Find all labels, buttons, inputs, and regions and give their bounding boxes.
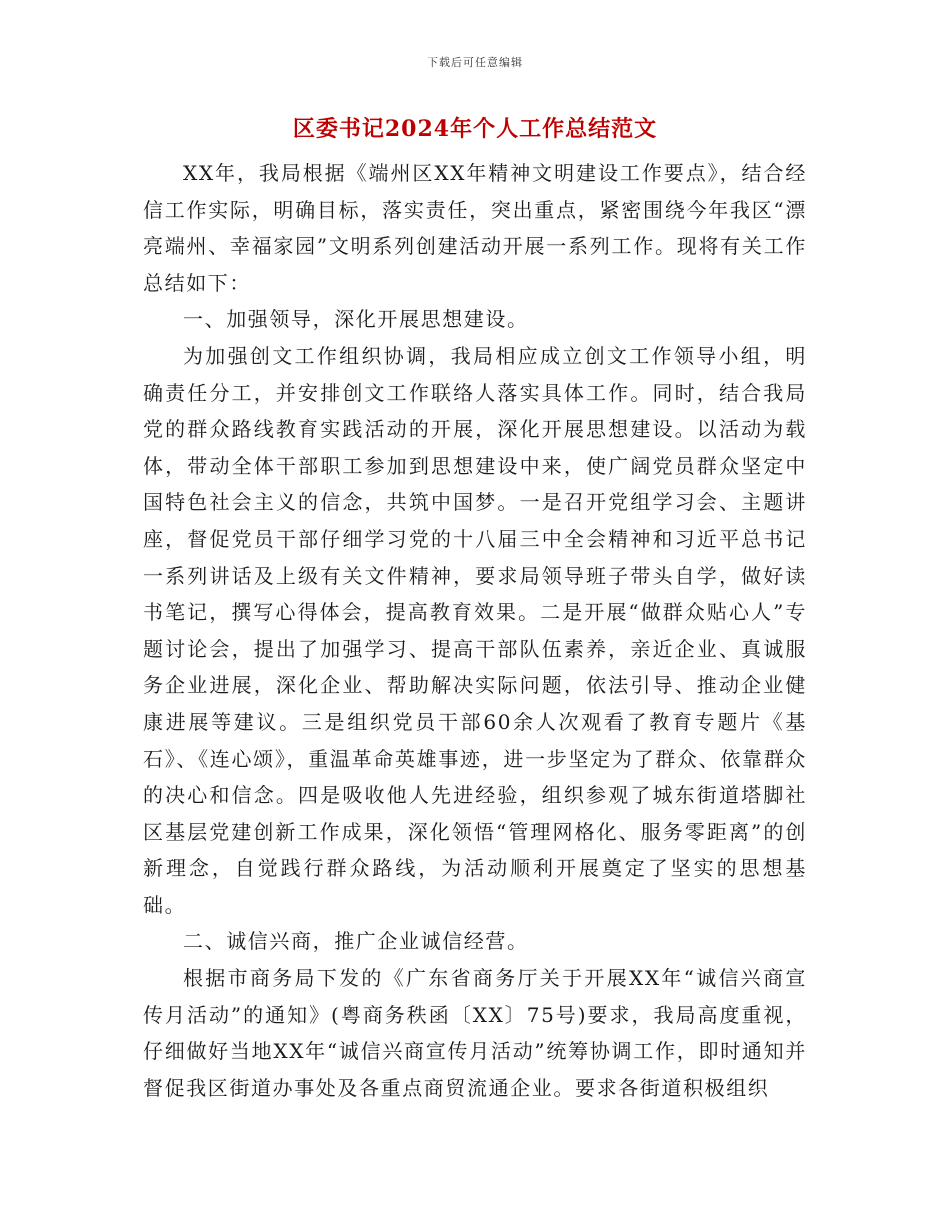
paragraph-intro: XX年，我局根据《端州区XX年精神文明建设工作要点》，结合经信工作实际，明确目标，落实责任，突出重点，紧密围绕今年我区“漂亮端州、幸福家园”文明系列创建活动开展一系列工作。现将有关工作总结如下：	[143, 161, 807, 295]
document-title: 区委书记2024年个人工作总结范文	[292, 116, 658, 142]
page-header-note: 下载后可任意编辑	[427, 56, 523, 69]
section-heading-1: 一、加强领导，深化开展思想建设。	[183, 307, 529, 332]
paragraph-section-2: 根据市商务局下发的《广东省商务厅关于开展XX年“诚信兴商宣传月活动”的通知》(粤商务秩函〔XX〕75号)要求，我局高度重视，仔细做好当地XX年“诚信兴商宣传月活动”统筹协调工作，即时通知并督促我区街道办事处及各重点商贸流通企业。要求各街道积极组织	[143, 966, 807, 1100]
document-body	[143, 155, 807, 1106]
paragraph-section-1: 为加强创文工作组织协调，我局相应成立创文工作领导小组，明确责任分工，并安排创文工作联络人落实具体工作。同时，结合我局党的群众路线教育实践活动的开展，深化开展思想建设。以活动为载体，带动全体干部职工参加到思想建设中来，使广阔党员群众坚定中国特色社会主义的信念，共筑中国梦。一是召开党组学习会、主题讲座，督促党员干部仔细学习党的十八届三中全会精神和习近平总书记一系列讲话及上级有关文件精神，要求局领导班子带头自学，做好读书笔记，撰写心得体会，提高教育效果。二是开展“做群众贴心人”专题讨论会，提出了加强学习、提高干部队伍素养，亲近企业、真诚服务企业进展，深化企业、帮助解决实际问题，依法引导、推动企业健康进展等建议。三是组织党员干部60余人次观看了教育专题片《基石》、《连心颂》，重温革命英雄事迹，进一步坚定为了群众、依靠群众的决心和信念。四是吸收他人先进经验，组织参观了城东街道塔脚社区基层党建创新工作成果，深化领悟“管理网格化、服务零距离”的创新理念，自觉践行群众路线，为活动顺利开展奠定了坚实的思想基础。	[143, 343, 807, 917]
section-heading-2: 二、诚信兴商，推广企业诚信经营。	[183, 929, 529, 954]
